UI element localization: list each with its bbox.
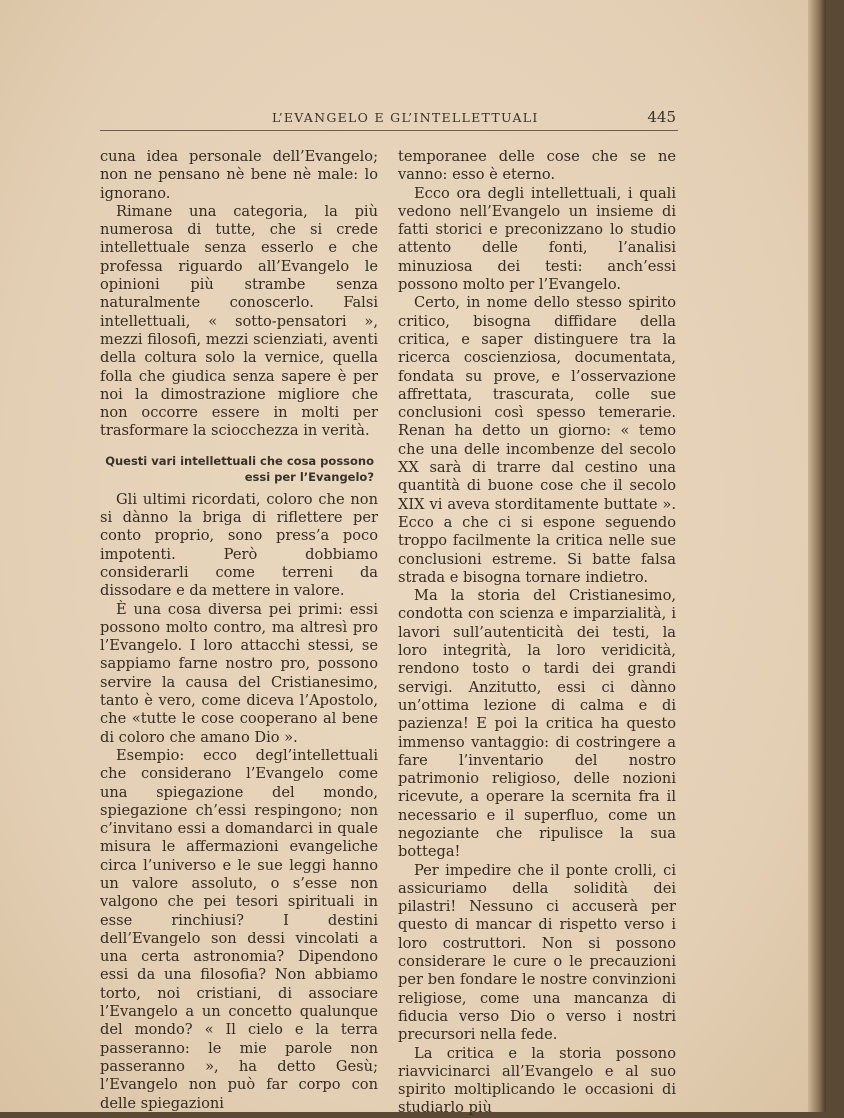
page-edge [808,0,826,1112]
paragraph: Per impedire che il ponte crolli, ci assicuriamo della solidità dei pilastri! Nessuno ci accuserà per questo di mancar di rispetto verso i loro costruttori. Non si possono considerare le cure o le precauzioni per ben fondare le nostre convinzioni religiose, come una mancanza di fiducia verso Dio o verso i nostri precursori nella fede. [398,861,676,1044]
paragraph: Rimane una categoria, la più numerosa di tutte, che si crede intellettuale senza esserlo e che professa riguardo all’Evangelo le opinioni più strambe senza naturalmente conoscerlo. Falsi intellettuali, « sotto-pensatori », mezzi filosofi, mezzi scienziati, aventi della coltura solo la vernice, quella folla che giudica senza sapere è per noi la dimostrazione migliore che non occorre essere in molti per trasformare la sciocchezza in verità. [100,202,378,440]
paragraph: Esempio: ecco degl’intellettuali che considerano l’Evangelo come una spiegazione del mondo, spiegazione ch’essi respingono; non c’invitano essi a domandarci in quale misura le affermazioni evangeliche circa l’universo e le sue leggi hanno un valore assoluto, o s’esse non valgono che pei tesori spirituali in esse rinchiusi? I destini dell’Evangelo son dessi vincolati a una certa astronomia? Dipendono essi da una filosofia? Non abbiamo torto, noi cristiani, di associare l’Evangelo a un concetto qualunque del mondo? « Il cielo e la terra passeranno: le mie parole non passeranno », ha detto Gesù; l’Evangelo non può far corpo con delle spiegazioni [100,746,378,1112]
paragraph: cuna idea personale dell’Evangelo; non ne pensano nè bene nè male: lo ignorano. [100,148,378,202]
paragraph: Gli ultimi ricordati, coloro che non si dànno la briga di riflettere per conto proprio, sono press’a poco impotenti. Però dobbiamo considerarli come terreni da dissodare e da mettere in valore. [100,490,378,600]
running-header [100,108,678,131]
paragraph: La critica e la storia possono riavvicinarci all’Evangelo e al suo spirito moltiplicando le occasioni di studiarlo più [398,1044,676,1117]
right-column [398,148,676,1118]
running-title: L’EVANGELO E GL’INTELLETTUALI [272,110,539,125]
paragraph: Ecco ora degli intellettuali, i quali vedono nell’Evangelo un insieme di fatti storici e preconizzano lo studio attento delle fonti, l’analisi minuziosa dei testi: anch’essi possono molto per l’Evangelo. [398,184,676,294]
paragraph: Certo, in nome dello stesso spirito critico, bisogna diffidare della critica, e saper distinguere tra la ricerca coscienziosa, documentata, fondata su prove, e l’osservazione affrettata, trascurata, colle sue conclusioni così spesso temerarie. Renan ha detto un giorno: « temo che una delle incombenze del secolo XX sarà di trarre dal cestino una quantità di buone cose che il secolo XIX vi aveva storditamente buttate ». Ecco a che ci si espone seguendo troppo facilmente la critica nelle sue conclusioni estreme. Si batte falsa strada e bisogna tornare indietro. [398,294,676,586]
section-subheading: Questi vari intellettuali che cosa possono essi per l’Evangelo? [105,453,374,484]
paragraph: temporanee delle cose che se ne vanno: esso è eterno. [398,148,676,184]
page-number: 445 [647,108,676,126]
paragraph: Ma la storia del Cristianesimo, condotta con scienza e imparzialità, i lavori sull’autenticità dei testi, la loro integrità, la loro veridicità, rendono tosto o tardi dei grandi servigi. Anzitutto, essi ci dànno un’ottima lezione di calma e di pazienza! E poi la critica ha questo immenso vantaggio: di costringere a fare l’inventario del nostro patrimonio religioso, delle nozioni ricevute, a operare la scernita fra il necessario e il superfluo, come un negoziante che ripulisce la sua bottega! [398,587,676,861]
left-column [100,148,378,1113]
paragraph: È una cosa diversa pei primi: essi possono molto contro, ma altresì pro l’Evangelo. I loro attacchi stessi, se sappiamo farne nostro pro, possono servire la causa del Cristianesimo, tanto è vero, come diceva l’Apostolo, che «tutte le cose cooperano al bene di coloro che amano Dio ». [100,600,378,746]
